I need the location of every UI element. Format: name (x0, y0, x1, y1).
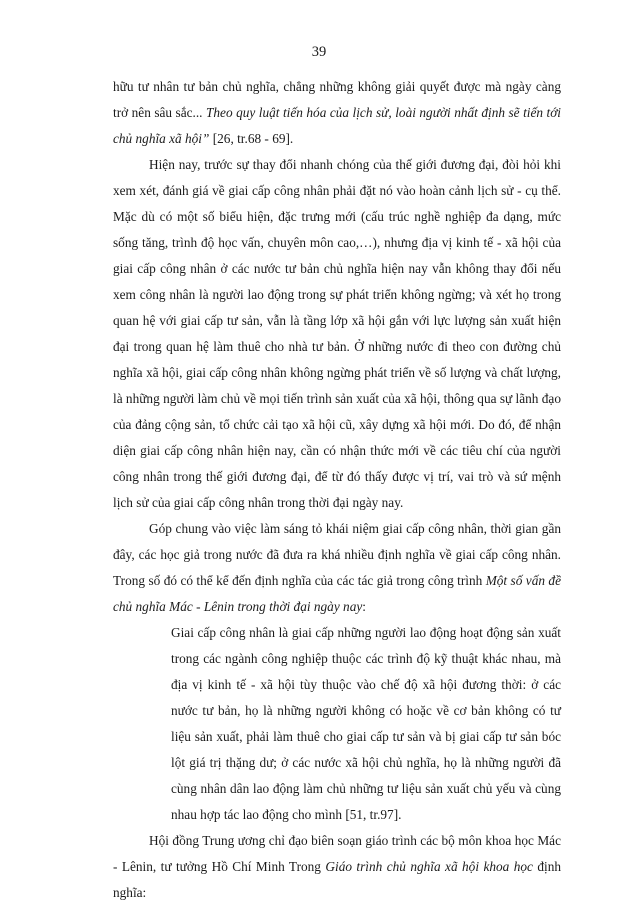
paragraph-3-end: : (362, 599, 366, 614)
paragraph-1-quote-italic: Theo quy luật tiến hóa của lịch sử, loài người nhất định sẽ tiến tới chủ nghĩa xã hội” (113, 105, 561, 146)
paragraph-3-text: Góp chung vào việc làm sáng tỏ khái niệm giai cấp công nhân, thời gian gần đây, các học giả trong nước đã đưa ra khá nhiều định nghĩa về giai cấp công nhân. Trong số đó có thể kể đến định nghĩa của các tác giả trong công trình (113, 521, 561, 588)
paragraph-3 (113, 516, 561, 620)
page-number: 39 (311, 44, 327, 60)
paragraph-1-citation: [26, tr.68 - 69]. (209, 131, 294, 146)
block-quote: Giai cấp công nhân là giai cấp những người lao động hoạt động sản xuất trong các ngành công nghiệp thuộc các trình độ kỹ thuật khác nhau, mà địa vị kinh tế - xã hội tùy thuộc vào chế độ xã hội đương thời: ở các nước tư bản, họ là những người không có hoặc về cơ bản không có tư liệu sản xuất, phải làm thuê cho giai cấp tư sản và bị giai cấp tư sản bóc lột giá trị thặng dư; ở các nước xã hội chủ nghĩa, họ là những người đã cùng nhân dân lao động làm chủ những tư liệu sản xuất chủ yếu và cùng nhau hợp tác lao động cho mình [51, tr.97]. (171, 625, 561, 822)
paragraph-4-book-title: Giáo trình chủ nghĩa xã hội khoa học (325, 859, 533, 874)
paragraph-4-end: định nghĩa: (113, 859, 561, 900)
paragraph-1-text: hữu tư nhân tư bản chủ nghĩa, chẳng những không giải quyết được mà ngày càng trở nên sâu sắc... (113, 79, 561, 120)
page-body (113, 74, 561, 906)
paragraph-4 (113, 828, 561, 906)
paragraph-1 (113, 74, 561, 152)
paragraph-2: Hiện nay, trước sự thay đổi nhanh chóng của thế giới đương đại, đòi hỏi khi xem xét, đánh giá về giai cấp công nhân phải đặt nó vào hoàn cảnh lịch sử - cụ thể. Mặc dù có một số biểu hiện, đặc trưng mới (cấu trúc nghề nghiệp đa dạng, mức sống tăng, trình độ học vấn, chuyên môn cao,…), nhưng địa vị kinh tế - xã hội của giai cấp công nhân ở các nước tư bản chủ nghĩa hiện nay vẫn không thay đổi nếu xem công nhân là người lao động trong sự phát triển không ngừng; và xét họ trong quan hệ với giai cấp tư sản, vẫn là tầng lớp xã hội gắn với lực lượng sản xuất hiện đại trong quan hệ làm thuê cho nhà tư bản. Ở những nước đi theo con đường chủ nghĩa xã hội, giai cấp công nhân không ngừng phát triển về số lượng và chất lượng, là những người làm chủ về mọi tiến trình sản xuất của xã hội, thông qua sự lãnh đạo của đảng cộng sản, tổ chức cải tạo xã hội cũ, xây dựng xã hội mới. Do đó, để nhận diện giai cấp công nhân hiện nay, cần có nhận thức mới về các tiêu chí của người công nhân trong thế giới đương đại, để từ đó thấy được vị trí, vai trò và sứ mệnh lịch sử của giai cấp công nhân trong thời đại ngày nay. (113, 157, 561, 510)
paragraph-3-book-title: Một số vấn đề chủ nghĩa Mác - Lênin trong thời đại ngày nay (113, 573, 561, 614)
paragraph-4-text: Hội đồng Trung ương chỉ đạo biên soạn giáo trình các bộ môn khoa học Mác - Lênin, tư tưởng Hồ Chí Minh Trong (113, 833, 561, 874)
